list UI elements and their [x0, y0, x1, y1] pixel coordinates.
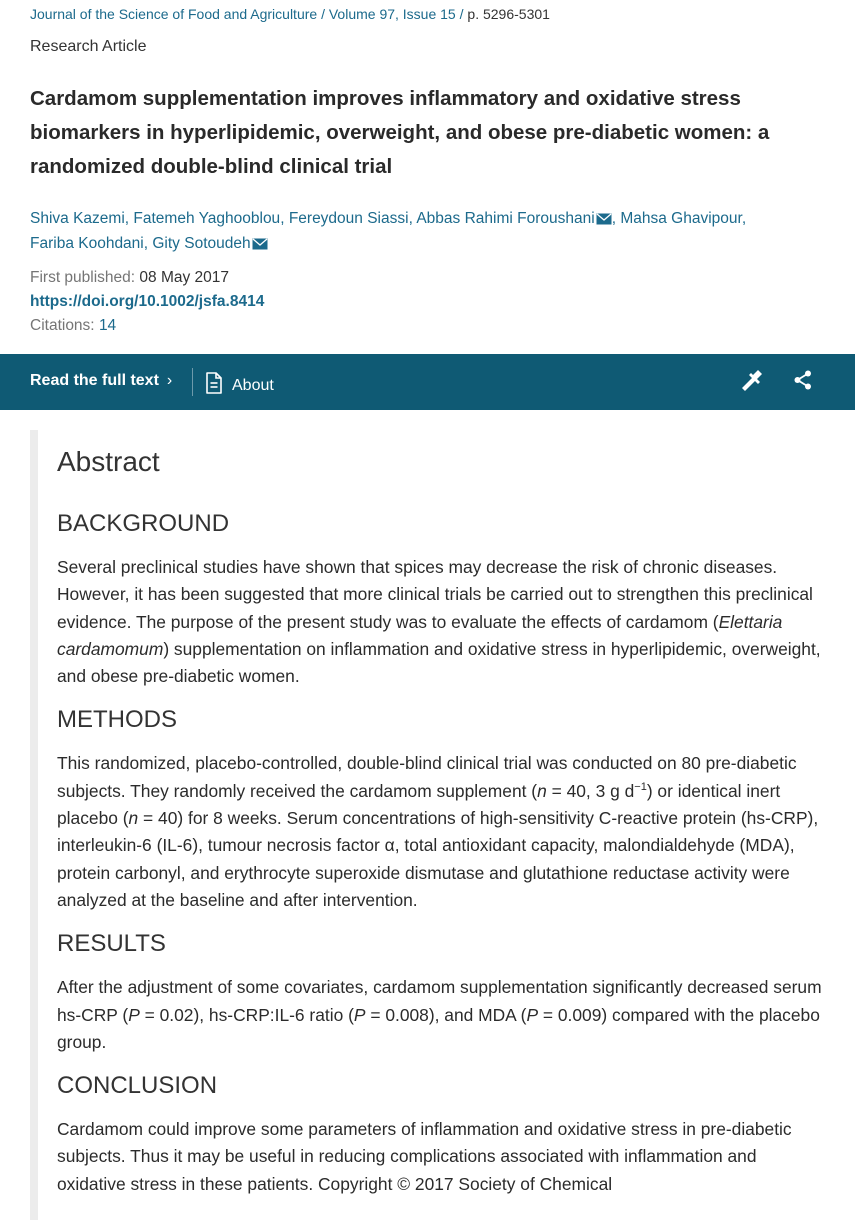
author-name-link[interactable]: Fereydoun Siassi [288, 210, 409, 227]
published-label: First published: [30, 269, 136, 286]
background-text: Several preclinical studies have shown that spices may decrease the risk of chronic diseases. However, it has been suggested that more clinical trials be carried out to strengthen this preclinical evidence. The purpose of the present study was to evaluate the effects of cardamom (Elettaria cardamomum) supplementation on inflammation and oxidative stress in hyperlipidemic, overweight, and obese pre-diabetic women. [57, 557, 821, 687]
tools-button[interactable] [740, 369, 764, 398]
citations-label: Citations: [30, 317, 95, 334]
published-date: 08 May 2017 [139, 269, 230, 286]
breadcrumb-issue-link[interactable]: Volume 97, Issue 15 [328, 6, 456, 22]
author-list [30, 207, 830, 257]
doi-link[interactable]: https://doi.org/10.1002/jsfa.8414 [30, 293, 265, 310]
read-full-text-button[interactable] [30, 372, 172, 390]
breadcrumb-separator: / [455, 6, 468, 22]
abstract-title: Abstract [57, 446, 160, 477]
mail-icon[interactable] [252, 234, 268, 257]
abstract-section [30, 430, 833, 1220]
publication-meta [30, 266, 264, 338]
conclusion-heading: CONCLUSION [57, 1072, 218, 1100]
author-item: Fariba Koohdani, [30, 235, 149, 252]
breadcrumb-pages: p. 5296-5301 [467, 6, 550, 22]
author-item: Fatemeh Yaghooblou, [133, 210, 285, 227]
document-icon [204, 372, 224, 394]
breadcrumb-journal-link[interactable]: Journal of the Science of Food and Agriculture [30, 6, 318, 22]
species-name: Elettaria cardamomum [57, 611, 783, 659]
mail-icon[interactable] [596, 209, 612, 232]
citations-row [30, 314, 264, 338]
author-item [152, 235, 267, 252]
about-label: About [232, 377, 274, 394]
breadcrumb-separator: / [317, 6, 329, 22]
author-item: Shiva Kazemi, [30, 210, 130, 227]
published-row [30, 266, 264, 290]
conclusion-text: Cardamom could improve some parameters of inflammation and oxidative stress in pre-diabetic subjects. Thus it may be useful in reducing complications associated with inflammation and oxidative stress in these patients. Copyright © 2017 Society of Chemical [57, 1119, 792, 1194]
about-button[interactable] [204, 372, 274, 395]
author-item: Mahsa Ghavipour, [620, 210, 747, 227]
toolbar-divider [192, 368, 193, 396]
methods-heading: METHODS [57, 706, 177, 734]
author-item: Fereydoun Siassi, [288, 210, 413, 227]
author-name-link[interactable]: Mahsa Ghavipour [620, 210, 742, 227]
author-name-link[interactable]: Gity Sotoudeh [152, 235, 251, 252]
results-text: After the adjustment of some covariates, cardamom supplementation significantly decreased serum hs-CRP (P = 0.02), hs-CRP:IL-6 ratio (P = 0.008), and MDA (P = 0.009) compared with the placebo group. [57, 977, 822, 1052]
author-name-link[interactable]: Fatemeh Yaghooblou [133, 210, 281, 227]
breadcrumb [30, 6, 550, 22]
citations-count-link[interactable]: 14 [98, 317, 117, 334]
article-type: Research Article [30, 38, 147, 55]
author-item: Abbas Rahimi Foroushani , [416, 210, 616, 227]
author-name-link[interactable]: Shiva Kazemi [30, 210, 125, 227]
author-name-link[interactable]: Abbas Rahimi Foroushani [416, 210, 595, 227]
results-heading: RESULTS [57, 930, 166, 958]
chevron-right-icon: › [166, 372, 173, 389]
author-name-link[interactable]: Fariba Koohdani [30, 235, 144, 252]
background-heading: BACKGROUND [57, 510, 230, 537]
share-button[interactable] [793, 369, 813, 396]
wrench-icon [740, 369, 764, 393]
share-icon [793, 369, 813, 391]
methods-text: This randomized, placebo-controlled, double-blind clinical trial was conducted on 80 pre-diabetic subjects. They randomly received the cardamom supplement (n = 40, 3 g $d^{-1}$) or identical inert placebo (n = 40) for 8 weeks. Serum concentrations of high-sensitivity C-reactive protein (hs-CRP), interleukin-6 (IL-6), tumour necrosis factor α, total antioxidant capacity, malondialdehyde (MDA), protein carbonyl, and erythrocyte superoxide dismutase and glutathione reductase activity were analyzed at the baseline and after intervention. [57, 753, 819, 910]
article-title: Cardamom supplementation improves inflammatory and oxidative stress biomarkers in hyperlipidemic, overweight, and obese pre-diabetic women: a randomized double-blind clinical trial [30, 87, 770, 178]
article-toolbar [0, 354, 855, 410]
read-full-text-label: Read the full text [30, 372, 159, 389]
